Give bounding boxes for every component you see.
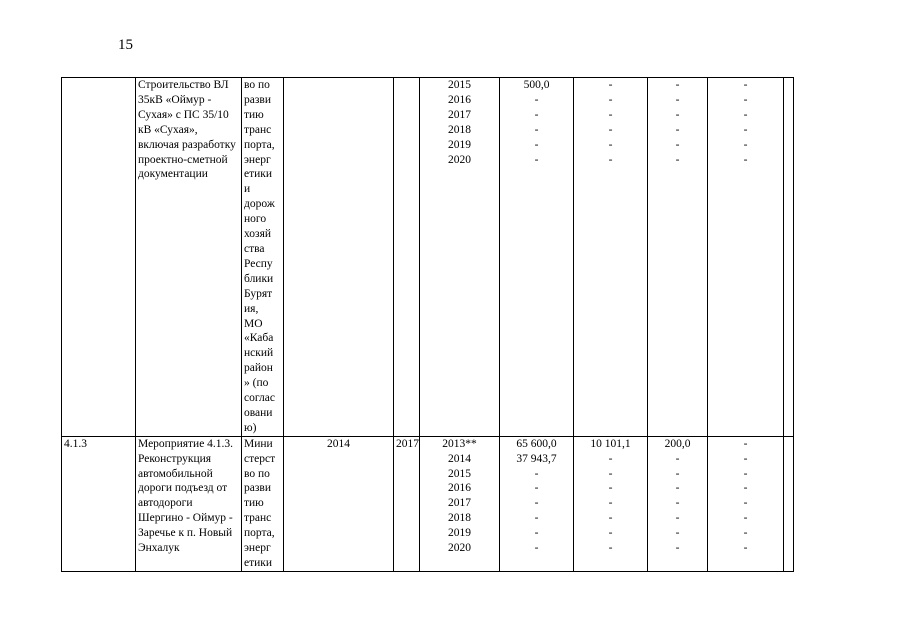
cell-executor-line: порта, — [244, 138, 275, 151]
cell-col-b-line: - — [608, 512, 613, 525]
cell-col-c-line: - — [675, 93, 680, 106]
cell-executor-line: блики — [244, 272, 274, 285]
cell-col-c-line: - — [675, 542, 680, 555]
cell-years-line: 2015 — [448, 467, 471, 480]
cell-years-line: 2019 — [448, 527, 471, 540]
cell-col-c-line: - — [675, 452, 680, 465]
cell-years-line: 2016 — [448, 482, 471, 495]
cell-col-a-line: 500,0 — [523, 79, 550, 91]
cell-executor-line: етики — [244, 168, 273, 181]
cell-executor — [242, 436, 284, 571]
cell-executor-line: хозяй — [244, 228, 272, 241]
cell-col-d-line: - — [743, 452, 748, 465]
cell-name: Мероприятие 4.1.3. Реконструкция автомобильной дороги подъезд от автодороги Шергино - Оймур - Заречье к п. Новый Энхалук — [136, 436, 242, 571]
cell-years-line: 2020 — [448, 542, 471, 555]
cell-col-a-line: - — [534, 153, 539, 166]
cell-years-line: 2015 — [448, 79, 471, 91]
cell-col-d-line: - — [743, 153, 748, 166]
cell-col-a-line: - — [534, 482, 539, 495]
cell-executor-line: ия, — [244, 302, 259, 315]
cell-col-b — [574, 436, 648, 571]
cell-code — [62, 78, 136, 437]
cell-col-a-line: - — [534, 527, 539, 540]
cell-col-b-line: - — [608, 467, 613, 480]
cell-executor-line: тию — [244, 497, 264, 510]
cell-executor-line: район — [244, 362, 273, 375]
cell-executor-line: МО — [244, 317, 263, 330]
cell-col-a-line: 65 600,0 — [516, 437, 557, 450]
cell-col-a-line: - — [534, 512, 539, 525]
cell-col-d-line: - — [743, 123, 748, 136]
cell-col-a-line: 37 943,7 — [516, 452, 557, 465]
cell-col-b-line: - — [608, 123, 613, 136]
cell-col-c-line: - — [675, 512, 680, 525]
cell-name: Строительство ВЛ 35кВ «Оймур - Сухая» с ПС 35/10 кВ «Сухая», включая разработку проектно-сметной документации — [136, 78, 242, 437]
cell-col-d-line: - — [743, 108, 748, 121]
cell-col-c-line: - — [675, 138, 680, 151]
cell-col-b-line: - — [608, 482, 613, 495]
cell-executor-line: ю) — [244, 421, 257, 434]
cell-col-a-line: - — [534, 138, 539, 151]
cell-executor-line: транс — [244, 512, 272, 525]
cell-col-d-line: - — [743, 467, 748, 480]
cell-col-c-line: - — [675, 527, 680, 540]
cell-end-year: 2017 — [394, 436, 420, 571]
cell-col-c — [648, 78, 708, 437]
cell-col-c-line: - — [675, 482, 680, 495]
cell-col-c-line: - — [675, 497, 680, 510]
cell-executor-line: » (по — [244, 377, 269, 390]
cell-col-d-line: - — [743, 79, 748, 91]
cell-col-a-line: - — [534, 467, 539, 480]
cell-executor-line: во по — [244, 467, 270, 480]
cell-executor-line: «Каба — [244, 332, 274, 345]
cell-executor-line: во по — [244, 79, 270, 91]
cell-executor-line: разви — [244, 482, 271, 495]
cell-start-year: 2014 — [284, 436, 394, 571]
cell-empty — [784, 436, 794, 571]
cell-col-a-line: - — [534, 542, 539, 555]
cell-col-c-line: - — [675, 108, 680, 121]
cell-executor — [242, 78, 284, 437]
cell-executor-line: соглас — [244, 392, 275, 405]
cell-years-line: 2014 — [448, 452, 471, 465]
cell-empty — [784, 78, 794, 437]
cell-col-b — [574, 78, 648, 437]
cell-col-a-line: - — [534, 123, 539, 136]
cell-executor-line: порта, — [244, 527, 275, 540]
cell-col-a — [500, 436, 574, 571]
cell-end-year — [394, 78, 420, 437]
cell-col-d-line: - — [743, 93, 748, 106]
cell-years-line: 2019 — [448, 138, 471, 151]
cell-executor-line: тию — [244, 108, 264, 121]
cell-col-b-line: - — [608, 108, 613, 121]
cell-col-c-line: - — [675, 79, 680, 91]
cell-col-c-line: 200,0 — [664, 437, 691, 450]
cell-col-d-line: - — [743, 482, 748, 495]
cell-executor-line: нский — [244, 347, 274, 360]
cell-years-line: 2018 — [448, 512, 471, 525]
cell-col-b-line: - — [608, 93, 613, 106]
cell-years-line: 2017 — [448, 497, 471, 510]
cell-col-c-line: - — [675, 467, 680, 480]
cell-col-b-line: - — [608, 497, 613, 510]
cell-col-a-line: - — [534, 497, 539, 510]
cell-col-d-line: - — [743, 437, 748, 450]
cell-col-c — [648, 436, 708, 571]
cell-code: 4.1.3 — [62, 436, 136, 571]
cell-years — [420, 78, 500, 437]
cell-col-c-line: - — [675, 123, 680, 136]
cell-executor-line: разви — [244, 93, 271, 106]
cell-col-b-line: - — [608, 542, 613, 555]
cell-col-d-line: - — [743, 497, 748, 510]
cell-col-c-line: - — [675, 153, 680, 166]
cell-executor-line: Бурят — [244, 287, 273, 300]
cell-start-year — [284, 78, 394, 437]
cell-executor-line: и — [244, 183, 251, 196]
cell-col-a-line: - — [534, 93, 539, 106]
cell-col-b-line: - — [608, 79, 613, 91]
cell-years-line: 2020 — [448, 153, 471, 166]
cell-executor-line: дорож — [244, 198, 275, 211]
table-row — [62, 436, 794, 571]
cell-executor-line: Респу — [244, 257, 273, 270]
cell-col-d-line: - — [743, 138, 748, 151]
cell-col-d — [708, 436, 784, 571]
cell-years-line: 2018 — [448, 123, 471, 136]
cell-executor-line: транс — [244, 123, 272, 136]
cell-col-d — [708, 78, 784, 437]
page-number: 15 — [118, 37, 133, 53]
cell-col-b-line: - — [608, 452, 613, 465]
cell-years — [420, 436, 500, 571]
cell-col-b-line: - — [608, 527, 613, 540]
cell-col-d-line: - — [743, 542, 748, 555]
cell-executor-line: энерг — [244, 542, 271, 555]
cell-col-d-line: - — [743, 512, 748, 525]
cell-col-a — [500, 78, 574, 437]
cell-col-a-line: - — [534, 108, 539, 121]
cell-executor-line: ства — [244, 242, 265, 255]
cell-col-b-line: 10 101,1 — [590, 437, 631, 450]
cell-executor-line: Мини — [244, 437, 273, 450]
table-row — [62, 78, 794, 437]
cell-executor-line: ного — [244, 213, 267, 226]
cell-executor-line: стерст — [244, 452, 276, 465]
cell-years-line: 2016 — [448, 93, 471, 106]
cell-executor-line: энерг — [244, 153, 271, 166]
cell-col-d-line: - — [743, 527, 748, 540]
cell-col-b-line: - — [608, 153, 613, 166]
cell-executor-line: овани — [244, 406, 273, 419]
program-table — [61, 77, 794, 572]
cell-years-line: 2013** — [442, 437, 477, 450]
cell-col-b-line: - — [608, 138, 613, 151]
cell-years-line: 2017 — [448, 108, 471, 121]
cell-executor-line: етики — [244, 557, 273, 569]
